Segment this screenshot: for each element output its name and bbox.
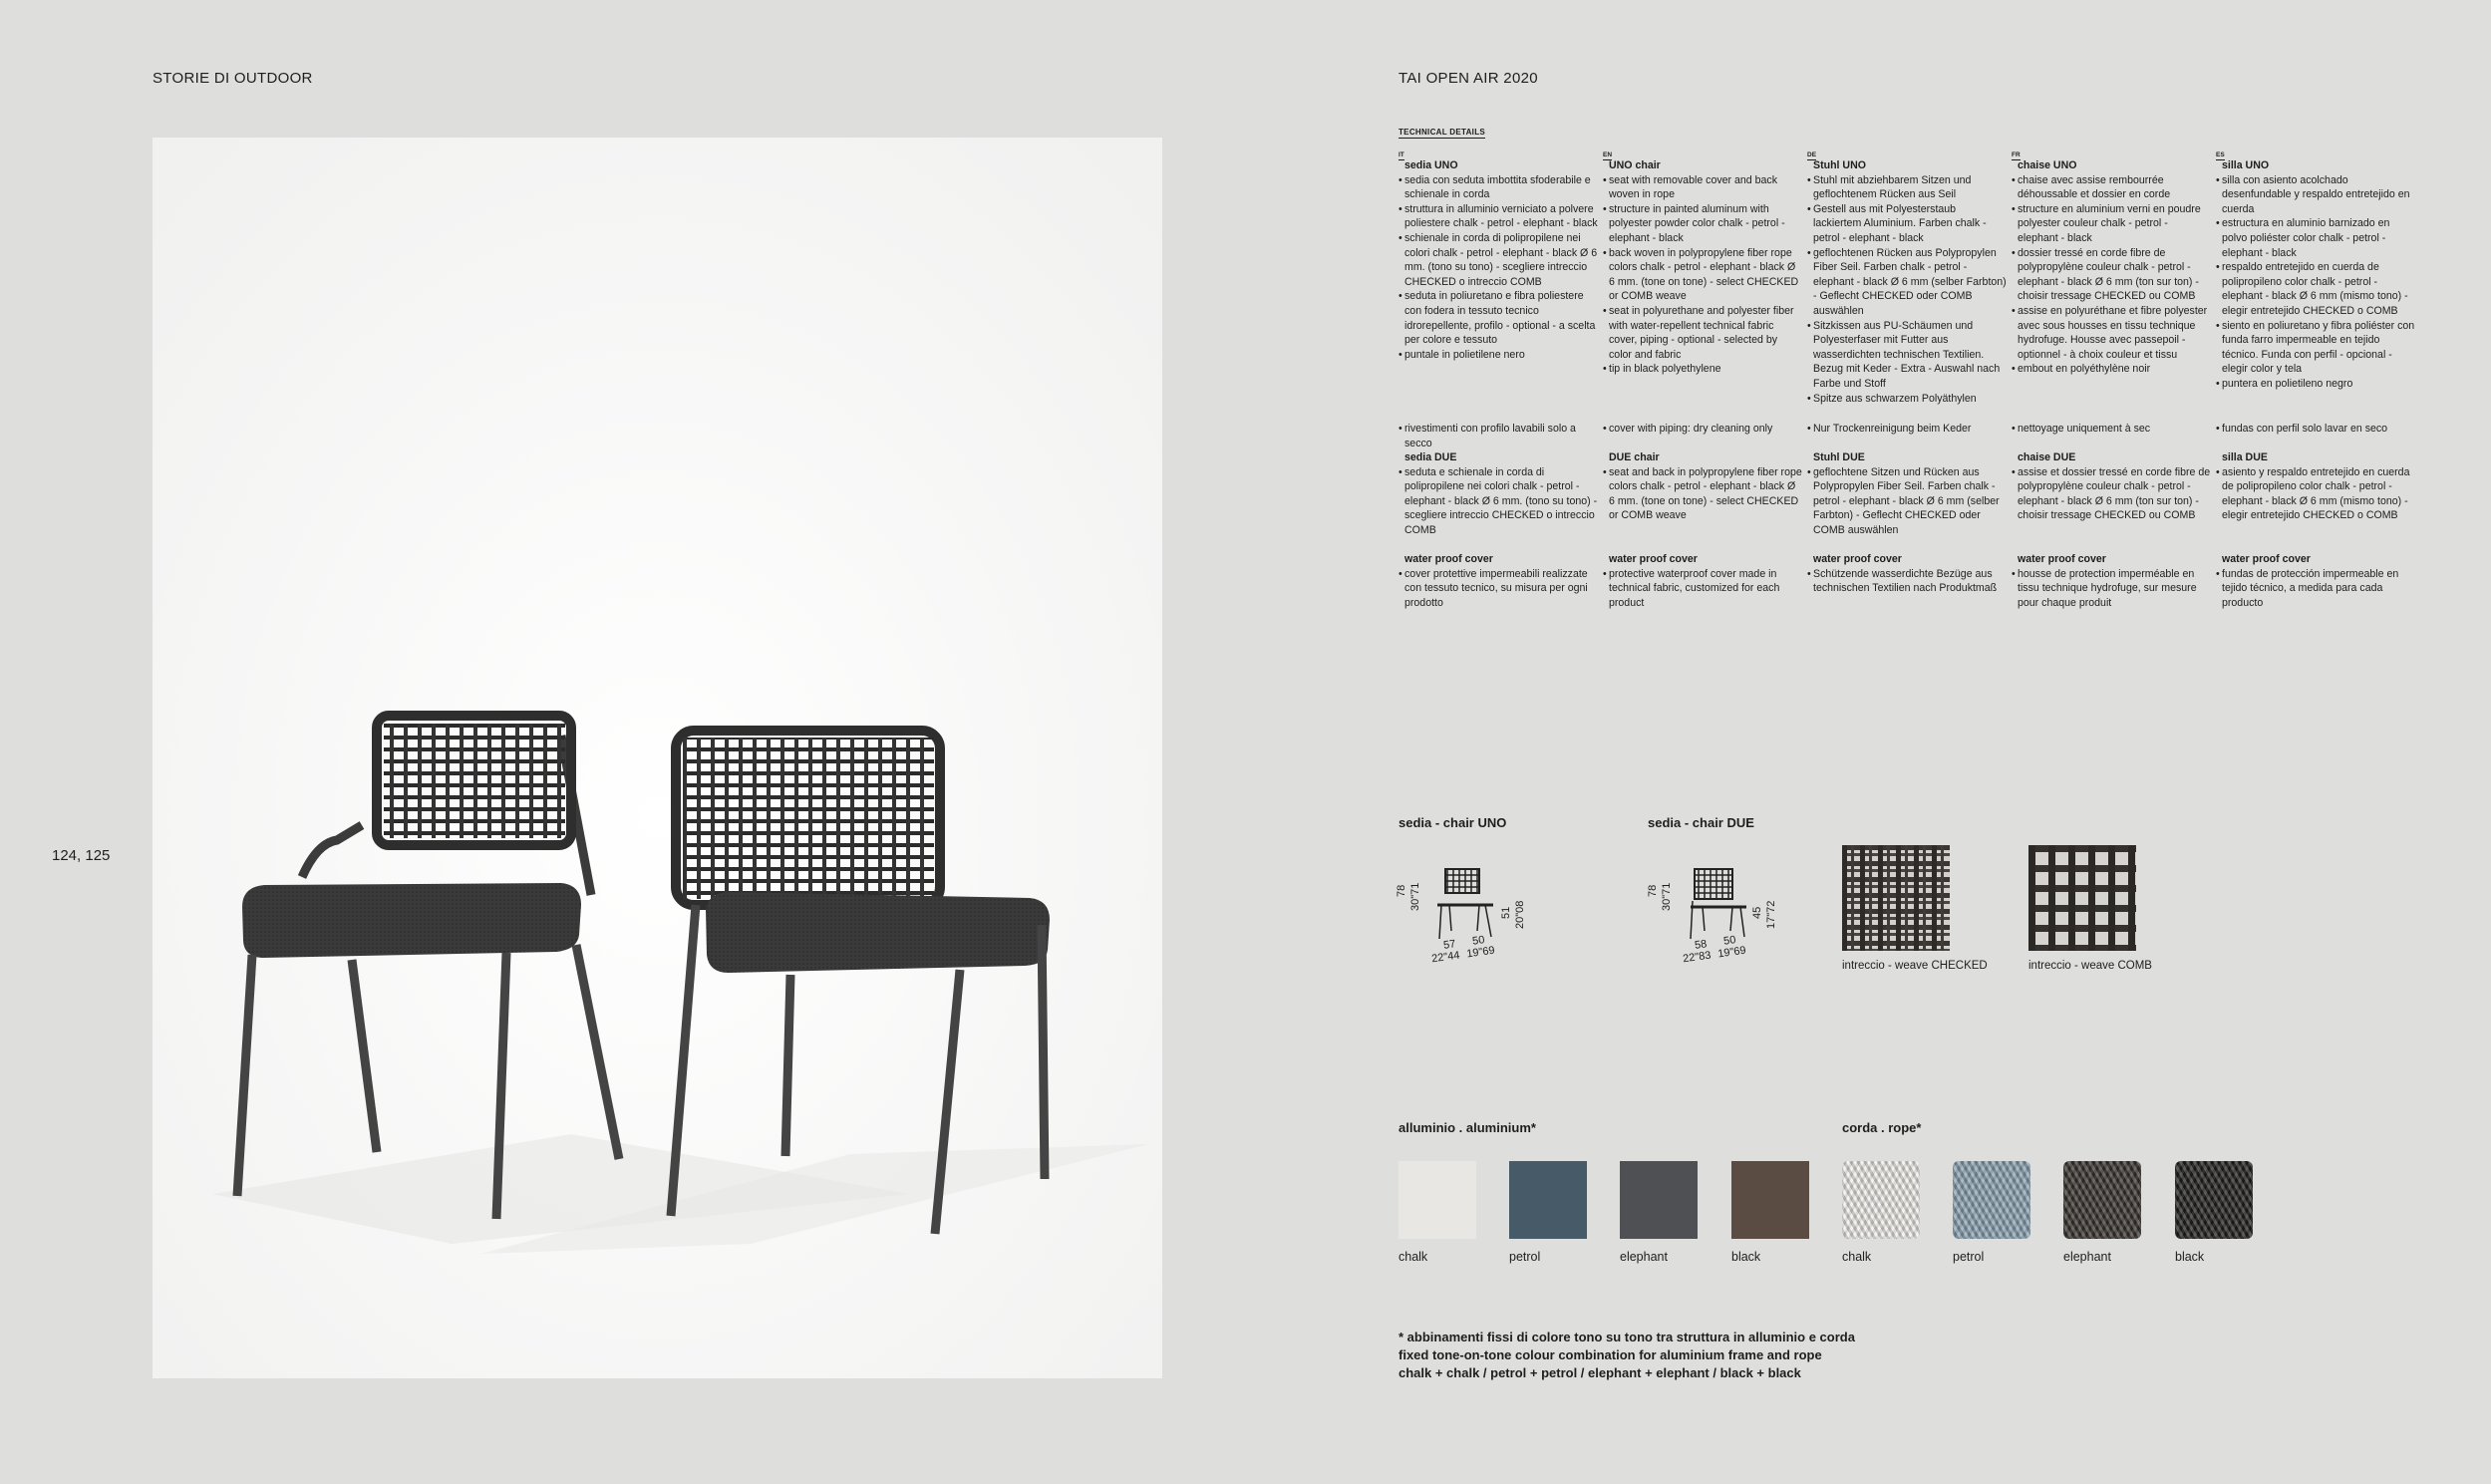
due-section [2012, 450, 2211, 523]
lang-code: IT [1399, 151, 1404, 158]
due-height-in: 30"71 [1661, 882, 1673, 911]
uno-item: • estructura en aluminio barnizado en polvo poliéster color chalk - petrol - elephant - black [2216, 216, 2415, 260]
aluminium-label-black: black [1731, 1250, 1761, 1264]
cleaning-section [2216, 422, 2415, 437]
uno-section [2216, 158, 2415, 392]
uno-section [2012, 158, 2211, 377]
tech-column-de [1807, 147, 2007, 595]
aluminium-swatch-chalk [1399, 1161, 1476, 1239]
uno-title: Stuhl UNO [1813, 159, 1866, 171]
cleaning-note: • Nur Trockenreinigung beim Keder [1807, 422, 2007, 437]
header-left: STORIE DI OUTDOOR [153, 70, 313, 87]
due-title: silla DUE [2222, 451, 2268, 463]
due-seat-cm: 45 [1751, 906, 1763, 919]
uno-item: • back woven in polypropylene fiber rope colors chalk - petrol - elephant - black Ø 6 mm. (tone on tone) - select CHECKED or COMB weave [1603, 246, 1802, 304]
dimension-diagram-due [1647, 859, 1796, 969]
rope-label-petrol: petrol [1953, 1250, 1985, 1264]
cover-title: water proof cover [2018, 553, 2106, 565]
rope-swatch-elephant [2063, 1161, 2141, 1239]
cover-title: water proof cover [1609, 553, 1698, 565]
uno-item: • dossier tressé en corde fibre de polypropylène couleur chalk - petrol - elephant - black Ø 6 mm (ton sur ton) - choisir tressage CHECKED ou COMB [2012, 246, 2211, 304]
rope-label-chalk: chalk [1842, 1250, 1872, 1264]
cover-text: • fundas de protección impermeable en tejido técnico, a medida para cada producto [2216, 567, 2415, 611]
uno-item: • seat in polyurethane and polyester fiber with water-repellent technical fabric cover, piping - optional - selected by color and fabric [1603, 304, 1802, 362]
tech-column-en [1603, 147, 1802, 609]
uno-item: • Stuhl mit abziehbarem Sitzen und geflochtenem Rücken aus Seil [1807, 173, 2007, 202]
page-number: 124, 125 [52, 847, 111, 864]
lang-code: ES [2216, 151, 2225, 158]
cleaning-note: • fundas con perfil solo lavar en seco [2216, 422, 2415, 437]
technical-details-title: TECHNICAL DETAILS [1399, 128, 1486, 137]
aluminium-swatch-black [1731, 1161, 1809, 1239]
due-depth-cm: 50 [1722, 934, 1737, 948]
dimension-diagram-uno [1396, 859, 1545, 969]
uno-item: • Spitze aus schwarzem Polyäthylen [1807, 392, 2007, 407]
uno-item: • silla con asiento acolchado desenfundable y respaldo entretejido en cuerda [2216, 173, 2415, 217]
cover-text: • protective waterproof cover made in technical fabric, customized for each product [1603, 567, 1802, 611]
uno-title: chaise UNO [2018, 159, 2077, 171]
chair-uno-sketch [1435, 867, 1515, 942]
uno-section [1807, 158, 2007, 406]
model-label-uno: sedia - chair UNO [1399, 815, 1507, 830]
due-section [2216, 450, 2415, 523]
weave-checked-label: intreccio - weave CHECKED [1842, 960, 1988, 972]
aluminium-swatch-petrol [1509, 1161, 1587, 1239]
header-right: TAI OPEN AIR 2020 [1399, 70, 1538, 87]
cleaning-section [1399, 422, 1598, 450]
uno-seat-cm: 51 [1500, 906, 1512, 919]
uno-item: • assise en polyuréthane et fibre polyester avec sous housses en tissu technique hydrofuge. Housse avec passepoil - optionnel - à choix couleur et tissu [2012, 304, 2211, 362]
uno-item: • seduta in poliuretano e fibra poliestere con fodera in tessuto tecnico idrorepellente, profilo - optional - a scelta per colore e tessuto [1399, 289, 1598, 347]
cover-text: • Schützende wasserdichte Bezüge aus technischen Textilien nach Produktmaß [1807, 567, 2007, 596]
chairs-illustration [153, 138, 1162, 1378]
lang-code: FR [2012, 151, 2021, 158]
cover-title: water proof cover [2222, 553, 2311, 565]
aluminium-title: alluminio . aluminium* [1399, 1120, 1536, 1135]
cover-section [1399, 552, 1598, 610]
due-section [1399, 450, 1598, 538]
uno-item: • siento en poliuretano y fibra poliéster con funda farro impermeable en tejido técnico. Funda con perfil - opcional - elegir color y tela [2216, 319, 2415, 377]
uno-item: • struttura in alluminio verniciato a polvere poliestere chalk - petrol - elephant - black [1399, 202, 1598, 231]
uno-item: • chaise avec assise rembourrée déhoussable et dossier en corde [2012, 173, 2211, 202]
cover-title: water proof cover [1404, 553, 1493, 565]
due-width-in: 22"83 [1682, 949, 1713, 966]
uno-width-in: 22"44 [1430, 949, 1461, 966]
uno-item: • geflochtenen Rücken aus Polypropylen Fiber Seil. Farben chalk - petrol - elephant - black Ø 6 mm (selber Farbton) - Geflecht CHECKED oder COMB auswählen [1807, 246, 2007, 319]
uno-item: • tip in black polyethylene [1603, 362, 1802, 377]
due-height-cm: 78 [1647, 884, 1659, 897]
aluminium-label-chalk: chalk [1399, 1250, 1428, 1264]
weave-comb-label: intreccio - weave COMB [2028, 960, 2152, 972]
uno-depth-cm: 50 [1471, 934, 1486, 948]
due-text: • geflochtene Sitzen und Rücken aus Polypropylen Fiber Seil. Farben chalk - petrol - elephant - black Ø 6 mm (selber Farbton) - Geflecht CHECKED oder COMB auswählen [1807, 465, 2007, 538]
rope-label-black: black [2175, 1250, 2205, 1264]
due-width-cm: 58 [1694, 938, 1709, 952]
uno-section [1399, 158, 1598, 362]
rope-swatch-chalk [1842, 1161, 1920, 1239]
uno-seat-in: 20"08 [1514, 900, 1526, 929]
cleaning-note: • nettoyage uniquement à sec [2012, 422, 2211, 437]
uno-title: sedia UNO [1404, 159, 1458, 171]
uno-item: • sedia con seduta imbottita sfoderabile e schienale in corda [1399, 173, 1598, 202]
uno-item: • schienale in corda di polipropilene nei colori chalk - petrol - elephant - black Ø 6 mm. (tono su tono) - scegliere intreccio CHECKED o intreccio COMB [1399, 231, 1598, 289]
product-photo [153, 138, 1162, 1378]
footnote-line-2: fixed tone-on-tone colour combination for aluminium frame and rope [1399, 1347, 1822, 1362]
due-title: sedia DUE [1404, 451, 1457, 463]
cover-text: • housse de protection imperméable en tissu technique hydrofuge, sur mesure pour chaque produit [2012, 567, 2211, 611]
rope-swatch-black [2175, 1161, 2253, 1239]
rope-swatch-petrol [1953, 1161, 2030, 1239]
uno-title: UNO chair [1609, 159, 1661, 171]
due-seat-in: 17"72 [1765, 900, 1777, 929]
uno-item: • Sitzkissen aus PU-Schäumen und Polyesterfaser mit Futter aus wasserdichten technischen Textilien. Bezug mit Keder - Extra - Auswahl nach Farbe und Stoff [1807, 319, 2007, 392]
cleaning-note: • rivestimenti con profilo lavabili solo a secco [1399, 422, 1598, 450]
due-depth-in: 19"69 [1716, 944, 1747, 961]
uno-width-cm: 57 [1442, 938, 1457, 952]
uno-item: • structure in painted aluminum with polyester powder color chalk - petrol - elephant - black [1603, 202, 1802, 246]
cleaning-section [1603, 422, 1802, 437]
cleaning-section [2012, 422, 2211, 437]
tech-column-it [1399, 147, 1598, 609]
uno-item: • embout en polyéthylène noir [2012, 362, 2211, 377]
cover-section [2216, 552, 2415, 610]
rope-title: corda . rope* [1842, 1120, 1922, 1135]
due-text: • assise et dossier tressé en corde fibre de polypropylène couleur chalk - petrol - elephant - black Ø 6 mm (ton sur ton) - choisir tressage CHECKED ou COMB [2012, 465, 2211, 523]
uno-item: • structure en aluminium verni en poudre polyester couleur chalk - petrol - elephant - black [2012, 202, 2211, 246]
uno-item: • seat with removable cover and back woven in rope [1603, 173, 1802, 202]
uno-height-in: 30"71 [1409, 882, 1421, 911]
rope-label-elephant: elephant [2063, 1250, 2111, 1264]
chair-due-sketch [1687, 867, 1766, 942]
aluminium-label-petrol: petrol [1509, 1250, 1541, 1264]
tech-column-es [2216, 147, 2415, 609]
due-title: Stuhl DUE [1813, 451, 1865, 463]
cover-text: • cover protettive impermeabili realizzate con tessuto tecnico, su misura per ogni prodotto [1399, 567, 1598, 611]
due-text: • seduta e schienale in corda di polipropilene nei colori chalk - petrol - elephant - black Ø 6 mm. (tono su tono) - scegliere intreccio CHECKED o intreccio COMB [1399, 465, 1598, 538]
cover-section [1807, 552, 2007, 596]
weave-checked-swatch [1842, 845, 1950, 951]
footnote [1399, 1329, 1855, 1382]
cleaning-section [1807, 422, 2007, 437]
model-label-due: sedia - chair DUE [1648, 815, 1754, 830]
aluminium-swatch-elephant [1620, 1161, 1698, 1239]
cleaning-note: • cover with piping: dry cleaning only [1603, 422, 1802, 437]
due-title: DUE chair [1609, 451, 1660, 463]
uno-item: • puntera en polietileno negro [2216, 377, 2415, 392]
uno-title: silla UNO [2222, 159, 2270, 171]
due-section [1603, 450, 1802, 523]
due-title: chaise DUE [2018, 451, 2076, 463]
uno-item: • respaldo entretejido en cuerda de polipropileno color chalk - petrol - elephant - black Ø 6 mm (mismo tono) - elegir entretejido CHECKED o COMB [2216, 260, 2415, 318]
weave-comb-swatch [2028, 845, 2136, 951]
tech-column-fr [2012, 147, 2211, 609]
footnote-line-3: chalk + chalk / petrol + petrol / elephant + elephant / black + black [1399, 1365, 1801, 1380]
footnote-line-1: * abbinamenti fissi di colore tono su tono tra struttura in alluminio e corda [1399, 1330, 1855, 1344]
cover-section [2012, 552, 2211, 610]
uno-depth-in: 19"69 [1465, 944, 1496, 961]
uno-height-cm: 78 [1396, 884, 1407, 897]
cover-title: water proof cover [1813, 553, 1902, 565]
due-section [1807, 450, 2007, 538]
aluminium-label-elephant: elephant [1620, 1250, 1668, 1264]
cover-section [1603, 552, 1802, 610]
lang-code: DE [1807, 151, 1817, 158]
lang-code: EN [1603, 151, 1613, 158]
uno-item: • puntale in polietilene nero [1399, 348, 1598, 363]
due-text: • asiento y respaldo entretejido en cuerda de polipropileno color chalk - petrol - elephant - black Ø 6 mm (mismo tono) - elegir entretejido CHECKED o COMB [2216, 465, 2415, 523]
uno-item: • Gestell aus mit Polyesterstaub lackiertem Aluminium. Farben chalk - petrol - elephant - black [1807, 202, 2007, 246]
uno-section [1603, 158, 1802, 377]
due-text: • seat and back in polypropylene fiber rope colors chalk - petrol - elephant - black Ø 6 mm. (tone on tone) - select CHECKED or COMB weave [1603, 465, 1802, 523]
